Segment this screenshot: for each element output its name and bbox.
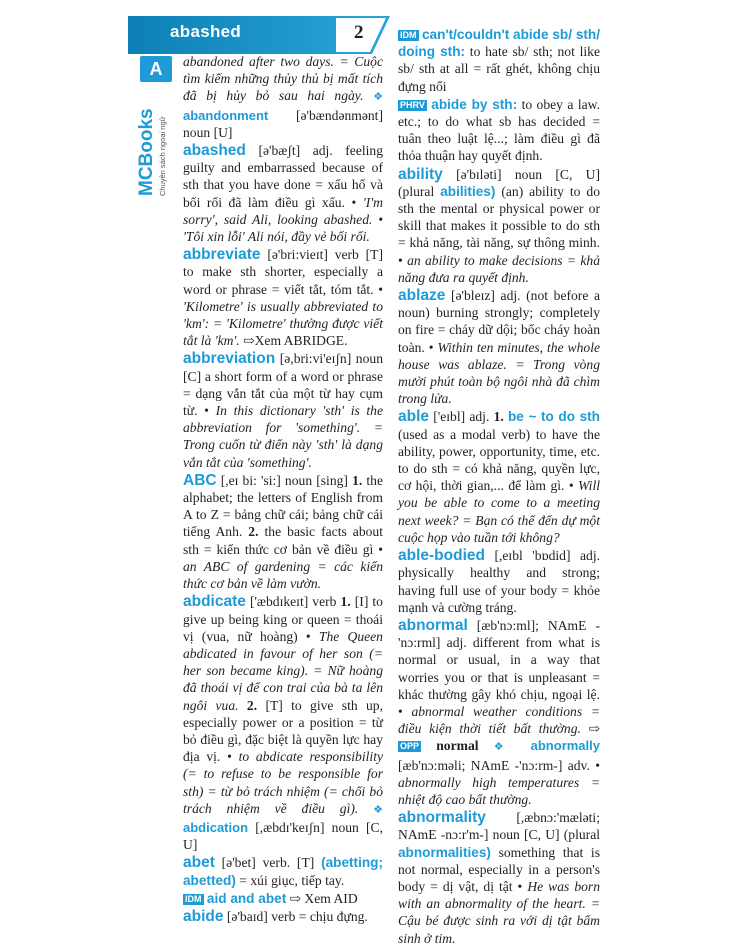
entry-abdicate: abdicate ['æbdɪkeɪt] verb 1. [I] to give up being king or queen = thoái vị (vua, nữ hoàng) • The Queen abdicated in favour of her son (= her son became king). = Nữ hoàng đã thoái vị để con trai của bà ta lên ngôi vua. 2. [T] to give sth up, especially power or a position = từ bỏ điều gì, đặc biệt là quyền lực hay địa vị. • to abdicate responsibility (= to refuse to be responsible for sth) = từ bỏ trách nhiệm (= chối bỏ trách nhiệm về điều gì). ❖ abdication [,æbdɪ'keɪʃn] noun [C, U]: [183, 593, 384, 853]
headword: abnormality: [398, 809, 486, 827]
entry-abashed: abashed [ə'bæʃt] adj. feeling guilty and embarrassed because of sth that you have done = xấu hổ và bối rối đã làm điều gì xấu. • 'I'm sorry', said Ali, looking abashed. • 'Tôi xin lỗi' Ali nói, đầy vẻ bối rối.: [183, 142, 384, 245]
headword: abbreviate: [183, 246, 261, 264]
headword: abide: [183, 907, 224, 925]
opp-tag: OPP: [400, 741, 420, 752]
headword: ablaze: [398, 287, 446, 305]
headword: abdicate: [183, 593, 246, 611]
column-left: [183, 53, 383, 926]
page-number: 2: [354, 22, 364, 43]
letter-tab: A: [140, 56, 172, 82]
derived-icon: ❖: [493, 741, 516, 754]
entry-ability: ability [ə'bɪləti] noun [C, U] (plural abilities) (an) ability to do sth the mental or physical power or skill that makes it possible to do sth = khả năng, tài năng, sự thông minh. • an ability to make decisions = khả năng đưa ra quyết định.: [398, 165, 601, 285]
derived-icon: ❖: [373, 803, 384, 816]
arrow-right-icon: ⇨: [243, 333, 255, 349]
headword: ABC: [183, 471, 217, 489]
header-banner: [128, 16, 390, 54]
arrow-right-icon: ⇨: [588, 721, 600, 737]
entry-able: able ['eɪbl] adj. 1. be ~ to do sth (used as a modal verb) to have the ability, power, opportunity, time, etc. to do sth = có khả năng, quyền lực, cơ hội, thời gian,... để làm gì. • Will you be able to come to a meeting next week? = Bạn có thể đến dự một cuộc họp vào tuần tới không?: [398, 408, 600, 545]
entry-aid-and-abet: IDM aid and abet ⇨ Xem AID: [185, 890, 358, 906]
entry-abide-by: PHRV abide by sth: to obey a law. etc.; to do what sb has decided = tuân theo luật lệ...; làm điều gì đã thỏa thuận hay quyết định.: [398, 96, 600, 164]
headword: ability: [398, 165, 443, 183]
arrow-right-icon: ⇨: [289, 890, 302, 906]
idm-tag: IDM: [185, 893, 202, 904]
entry-able-bodied: able-bodied [,eɪbl 'bɒdid] adj. physically healthy and strong; having full use of your body = khỏe mạnh và cường tráng.: [398, 547, 600, 615]
entry-abc: ABC [,eɪ bi: 'si:] noun [sing] 1. the alphabet; the letters of English from A to Z = bảng chữ cái; bảng chữ cái tiếng Anh. 2. the basic facts about sth = kiến thức cơ bản về điều gì • an ABC of gardening = các kiến thức cơ bản về làm vườn.: [183, 471, 383, 592]
headword: able-bodied: [398, 547, 485, 565]
entry-ablaze: ablaze [ə'bleɪz] adj. (not before a noun) burning strongly; completely on fire = cháy dữ dội; bốc cháy hoàn toàn. • Within ten minutes, the whole house was ablaze. = Trong vòng mười phút toàn bộ ngôi nhà đã chìm trong lửa.: [398, 287, 601, 407]
derived-abandonment: abandonment: [183, 107, 269, 123]
headword: abnormal: [398, 616, 468, 634]
derived-abdication: abdication: [183, 819, 249, 835]
headword: abbreviation: [183, 350, 276, 368]
column-right: [398, 26, 600, 948]
entry-abbreviate: abbreviate [ə'bri:vieɪt] verb [T] to make sth shorter, especially a word or phrase = viết tắt, tóm tắt. • 'Kilometre' is usually abbreviated to 'km': = 'Kilometre' thường được viết tắt là 'km'. ⇨Xem ABRIDGE.: [183, 246, 383, 349]
derived-icon: ❖: [373, 91, 384, 104]
banner-shape: [128, 16, 390, 54]
idm-tag: IDM: [400, 30, 417, 40]
headword: abashed: [183, 142, 246, 160]
entry-abnormality: abnormality [,æbnɔ:'mæləti; NAmE -nɔ:r'm-] noun [C, U] (plural abnormalities) something that is not normal, especially in a person's body = dị vật, dị tật • He was born with an abnormality of the heart. = Cậu bé được sinh ra với dị tật bẩm sinh ở tim.: [398, 809, 601, 946]
headword: abet: [183, 854, 215, 872]
entry-cant-abide: IDM can't/couldn't abide sb/ sth/ doing sth: to hate sb/ sth; not like sb/ sth at all = rất ghét, không chịu đựng nổi: [398, 27, 601, 94]
entry-abandon-cont: abandoned after two days. = Cuộc tìm kiếm những thủy thủ bị mất tích đã bị hủy bỏ sau hai ngày. ❖ abandonment [ə'bændənmənt] noun [U]: [183, 54, 384, 140]
header-headword: abashed: [170, 22, 242, 41]
entry-abet: abet [ə'bet] verb. [T] (abetting; abetted) = xúi giục, tiếp tay.: [183, 854, 383, 888]
entry-abide: abide [ə'baɪd] verb = chịu đựng.: [183, 907, 368, 925]
entry-abbreviation: abbreviation [ə,bri:vi'eɪʃn] noun [C] a short form of a word or phrase = dạng vắn tắt của một từ hay cụm từ. • In this dictionary 'sth' is the abbreviation for 'something'. = Trong cuốn từ điển này 'sth' là dạng vắn tắt của 'something'.: [183, 350, 384, 470]
brand-name: MCBooks: [136, 108, 157, 196]
headword: able: [398, 408, 430, 426]
brand-logo: [136, 86, 176, 196]
brand-tagline: Chuyên sách ngoại ngữ: [158, 116, 167, 196]
entry-abnormal: abnormal [æb'nɔ:ml]; NAmE -'nɔ:rml] adj. different from what is normal or usual, in a way that worries you or that is unpleasant = khác thường gây khó chịu, ngoại lệ. • abnormal weather conditions = điều kiện thời tiết bất thường. ⇨ OPP normal ❖ abnormally [æb'nɔ:məli; NAmE -'nɔ:rm-] adv. • abnormally high temperatures = nhiệt độ cao bất thường.: [398, 616, 600, 807]
phrv-tag: PHRV: [400, 99, 425, 110]
